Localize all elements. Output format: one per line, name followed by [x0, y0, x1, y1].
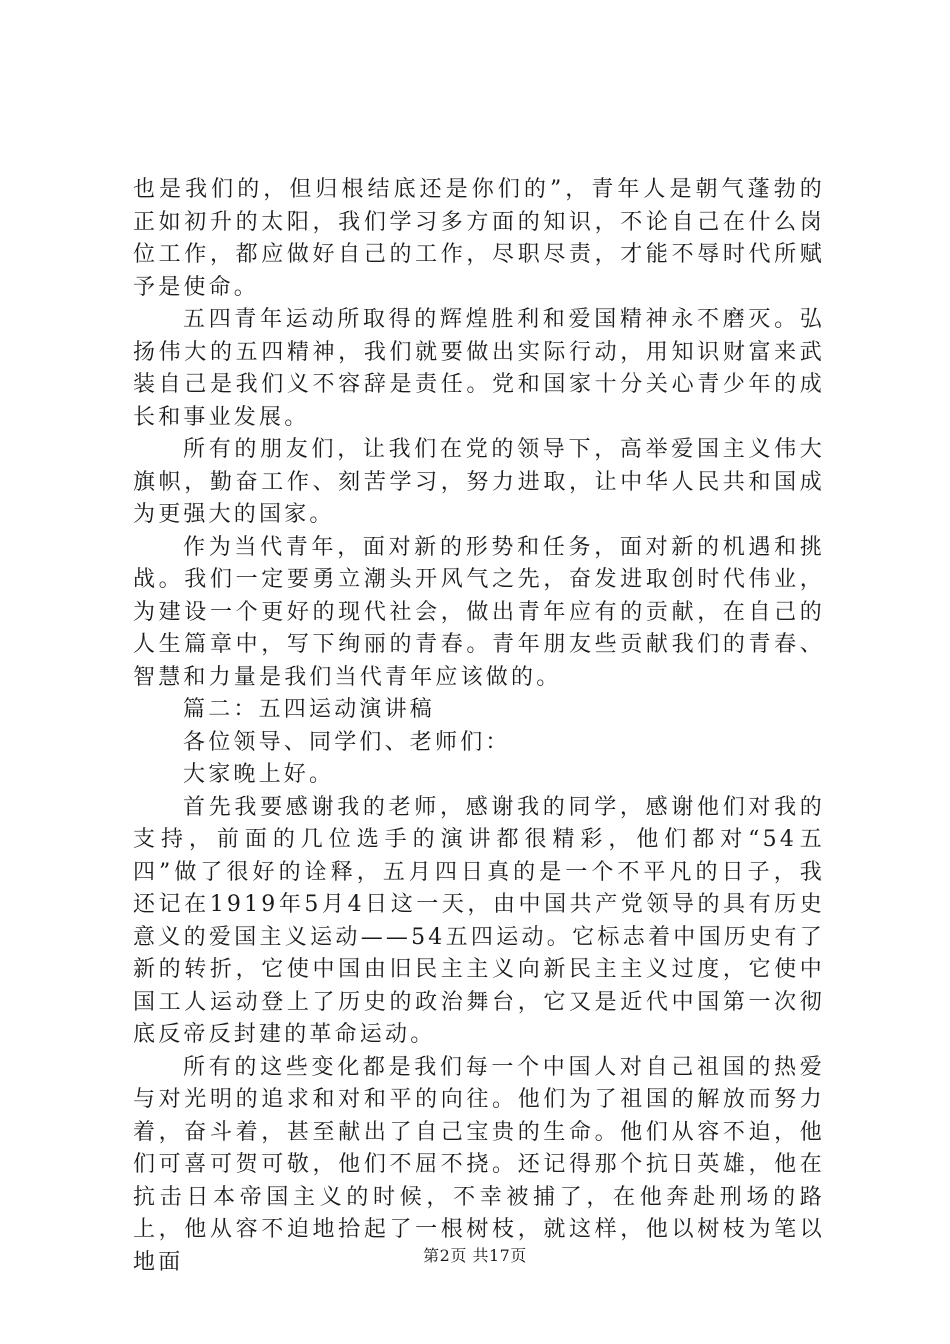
paragraph-9: 所有的这些变化都是我们每一个中国人对自己祖国的热爱与对光明的追求和对和平的向往。他们为了祖国的解放而努力着，奋斗着，甚至献出了自己宝贵的生命。他们从容不迫，他们可喜可贺可敬，他们不屈不挠。还记得那个抗日英雄，他在抗击日本帝国主义的时候，不幸被捕了，在他奔赴刑场的路上，他从容不迫地拾起了一根树枝，就这样，他以树枝为笔以地面	[133, 1054, 825, 1275]
paragraph-8: 首先我要感谢我的老师，感谢我的同学，感谢他们对我的支持，前面的几位选手的演讲都很精彩，他们都对“54五四”做了很好的诠释，五月四日真的是一个不平凡的日子，我还记在1919年5月4日这一天，由中国共产党领导的具有历史意义的爱国主义运动——54五四运动。它标志着中国历史有了新的转折，它使中国由旧民主主义向新民主主义过度，它使中国工人运动登上了历史的政治舞台，它又是近代中国第一次彻底反帝反封建的革命运动。	[133, 794, 825, 1047]
greeting: 大家晚上好。	[183, 762, 335, 787]
salutation: 各位领导、同学们、老师们：	[183, 729, 511, 755]
paragraph-4: 作为当代青年，面对新的形势和任务，面对新的机遇和挑战。我们一定要勇立潮头开风气之先，奋发进取创时代伟业，为建设一个更好的现代社会，做出青年应有的贡献，在自己的人生篇章中，写下绚丽的青春。青年朋友些贡献我们的青春、智慧和力量是我们当代青年应该做的。	[133, 534, 825, 690]
paragraph-2: 五四青年运动所取得的辉煌胜利和爱国精神永不磨灭。弘扬伟大的五四精神，我们就要做出实际行动，用知识财富来武装自己是我们义不容辞是责任。党和国家十分关心青少年的成长和事业发展。	[133, 307, 825, 430]
section-heading: 篇二：五四运动演讲稿	[183, 697, 436, 722]
document-body	[133, 174, 825, 1279]
paragraph-3: 所有的朋友们，让我们在党的领导下，高举爱国主义伟大旗帜，勤奋工作、刻苦学习，努力进取，让中华人民共和国成为更强大的国家。	[133, 437, 825, 527]
page-number-footer: 第2页 共17页	[423, 1246, 527, 1265]
paragraph-1: 也是我们的，但归根结底还是你们的”，青年人是朝气蓬勃的正如初升的太阳，我们学习多方面的知识，不论自己在什么岗位工作，都应做好自己的工作，尽职尽责，才能不辱时代所赋予是使命。	[133, 177, 825, 300]
